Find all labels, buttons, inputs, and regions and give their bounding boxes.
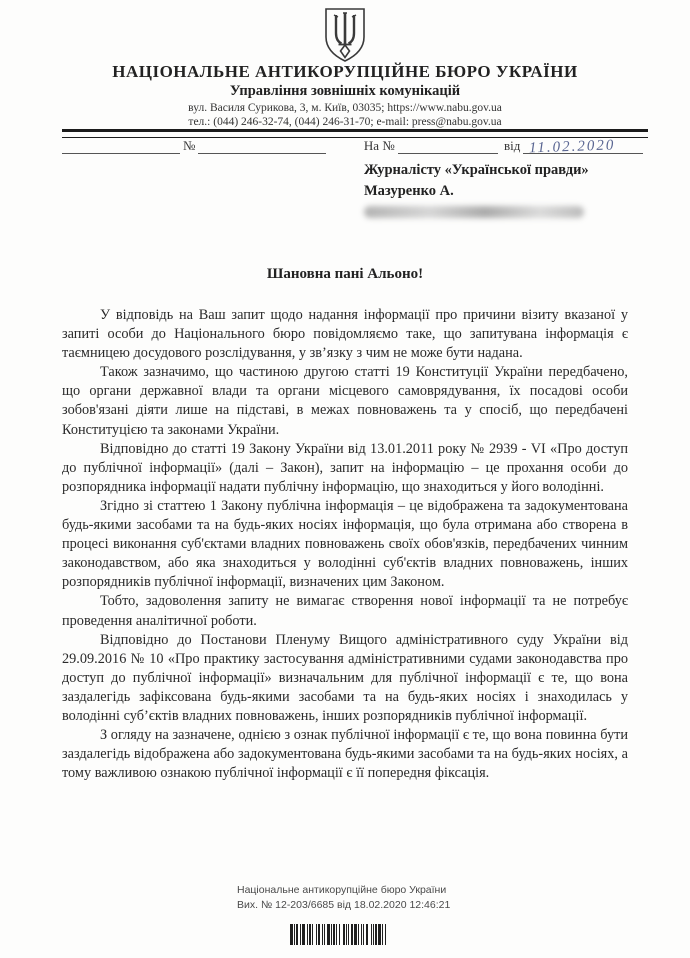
stamp-org-line: Національне антикорупційне бюро України: [237, 884, 447, 896]
header-divider: [62, 129, 648, 138]
org-address: вул. Василя Сурикова, 3, м. Київ, 03035; https://www.nabu.gov.ua: [188, 102, 502, 114]
ukraine-trident-emblem-icon: [322, 7, 368, 63]
handwritten-date: 11.02.2020: [529, 137, 616, 157]
outgoing-number-line: [198, 139, 326, 154]
org-department: Управління зовнішніх комунікацій: [229, 83, 461, 99]
incoming-number-line: [398, 139, 498, 154]
paragraph-4: Згідно зі статтею 1 Закону публічна інформація – це відображена та задокументована будь-якими засобами та на будь-яких носіях інформація, що була отримана або створена в процесі виконання суб'єктами владних повноважень своїх обов'язків, передбачених чинним законодавством, або яка знаходиться у володінні суб'єктів владних повноважень, інших розпорядників публічної інформації, визначених цим Законом.: [62, 497, 628, 591]
paragraph-7: З огляду на зазначене, однією з ознак публічної інформації є те, що вона повинна бути заздалегідь відображена або задокументована будь-якими засобами та на будь-яких носіях, а тому важливою ознакою публічної інформації є її попередня фіксація.: [62, 727, 628, 782]
addressee-name: Мазуренко А.: [364, 183, 454, 199]
paragraph-2: Також зазначимо, що частиною другою статті 19 Конституції України передбачено, що органи державної влади та органи місцевого самоврядування, їх посадові особи зобов'язані діяти лише на підставі, в межах повноважень та у спосіб, що передбачені Конституцією та законами України.: [62, 364, 628, 438]
org-name: НАЦІОНАЛЬНЕ АНТИКОРУПЦІЙНЕ БЮРО УКРАЇНИ: [112, 62, 578, 81]
barcode: [290, 924, 414, 945]
paragraph-3: Відповідно до статті 19 Закону України від 13.01.2011 року № 2939 - VI «Про доступ до публічної інформації» (далі – Закон), запит на інформацію – це прохання особи до розпорядника інформації надати публічну інформацію, що знаходиться у його володінні.: [62, 440, 628, 495]
addressee-block: [364, 160, 654, 218]
redacted-email: [364, 206, 584, 218]
paragraph-1: У відповідь на Ваш запит щодо надання інформації про причини візиту вказаної у запиті особи до Національного бюро повідомляємо таке, що запитувана інформація є таємницею досудового розслідування, у зв’язку з чим не може бути надана.: [62, 307, 628, 362]
incoming-date-line: [523, 137, 643, 157]
addressee-title: Журналісту «Української правди»: [364, 162, 589, 178]
salutation: Шановна пані Альоно!: [266, 266, 424, 282]
paragraph-5: Тобто, задоволення запиту не вимагає створення нової інформації та не потребує проведення аналітичної роботи.: [62, 593, 628, 629]
on-number-label: На №: [363, 138, 395, 153]
stamp-ref-line: Вих. № 12-203/6685 від 18.02.2020 12:46:21: [237, 899, 451, 911]
letter-body: [62, 306, 628, 783]
reference-row: [62, 137, 648, 157]
barcode-gap: [386, 924, 387, 945]
paragraph-6: Відповідно до Постанови Пленуму Вищого адміністративного суду України від 29.09.2016 № 10 «Про практику застосування адміністративними судами законодавства про доступ до публічної інформації» визначальним для публічної інформації є те, що вона заздалегідь зафіксована будь-якими засобами та на будь-яких носіях і знаходилась у володінні суб’єктів владних повноважень, інших розпорядників публічної інформації.: [62, 631, 628, 724]
registration-stamp: [237, 883, 450, 913]
outgoing-number-blank-line: [62, 139, 180, 154]
from-label: від: [503, 138, 521, 153]
number-label: №: [183, 138, 196, 153]
org-contacts: тел.: (044) 246-32-74, (044) 246-31-70; e-mail: press@nabu.gov.ua: [188, 116, 502, 128]
